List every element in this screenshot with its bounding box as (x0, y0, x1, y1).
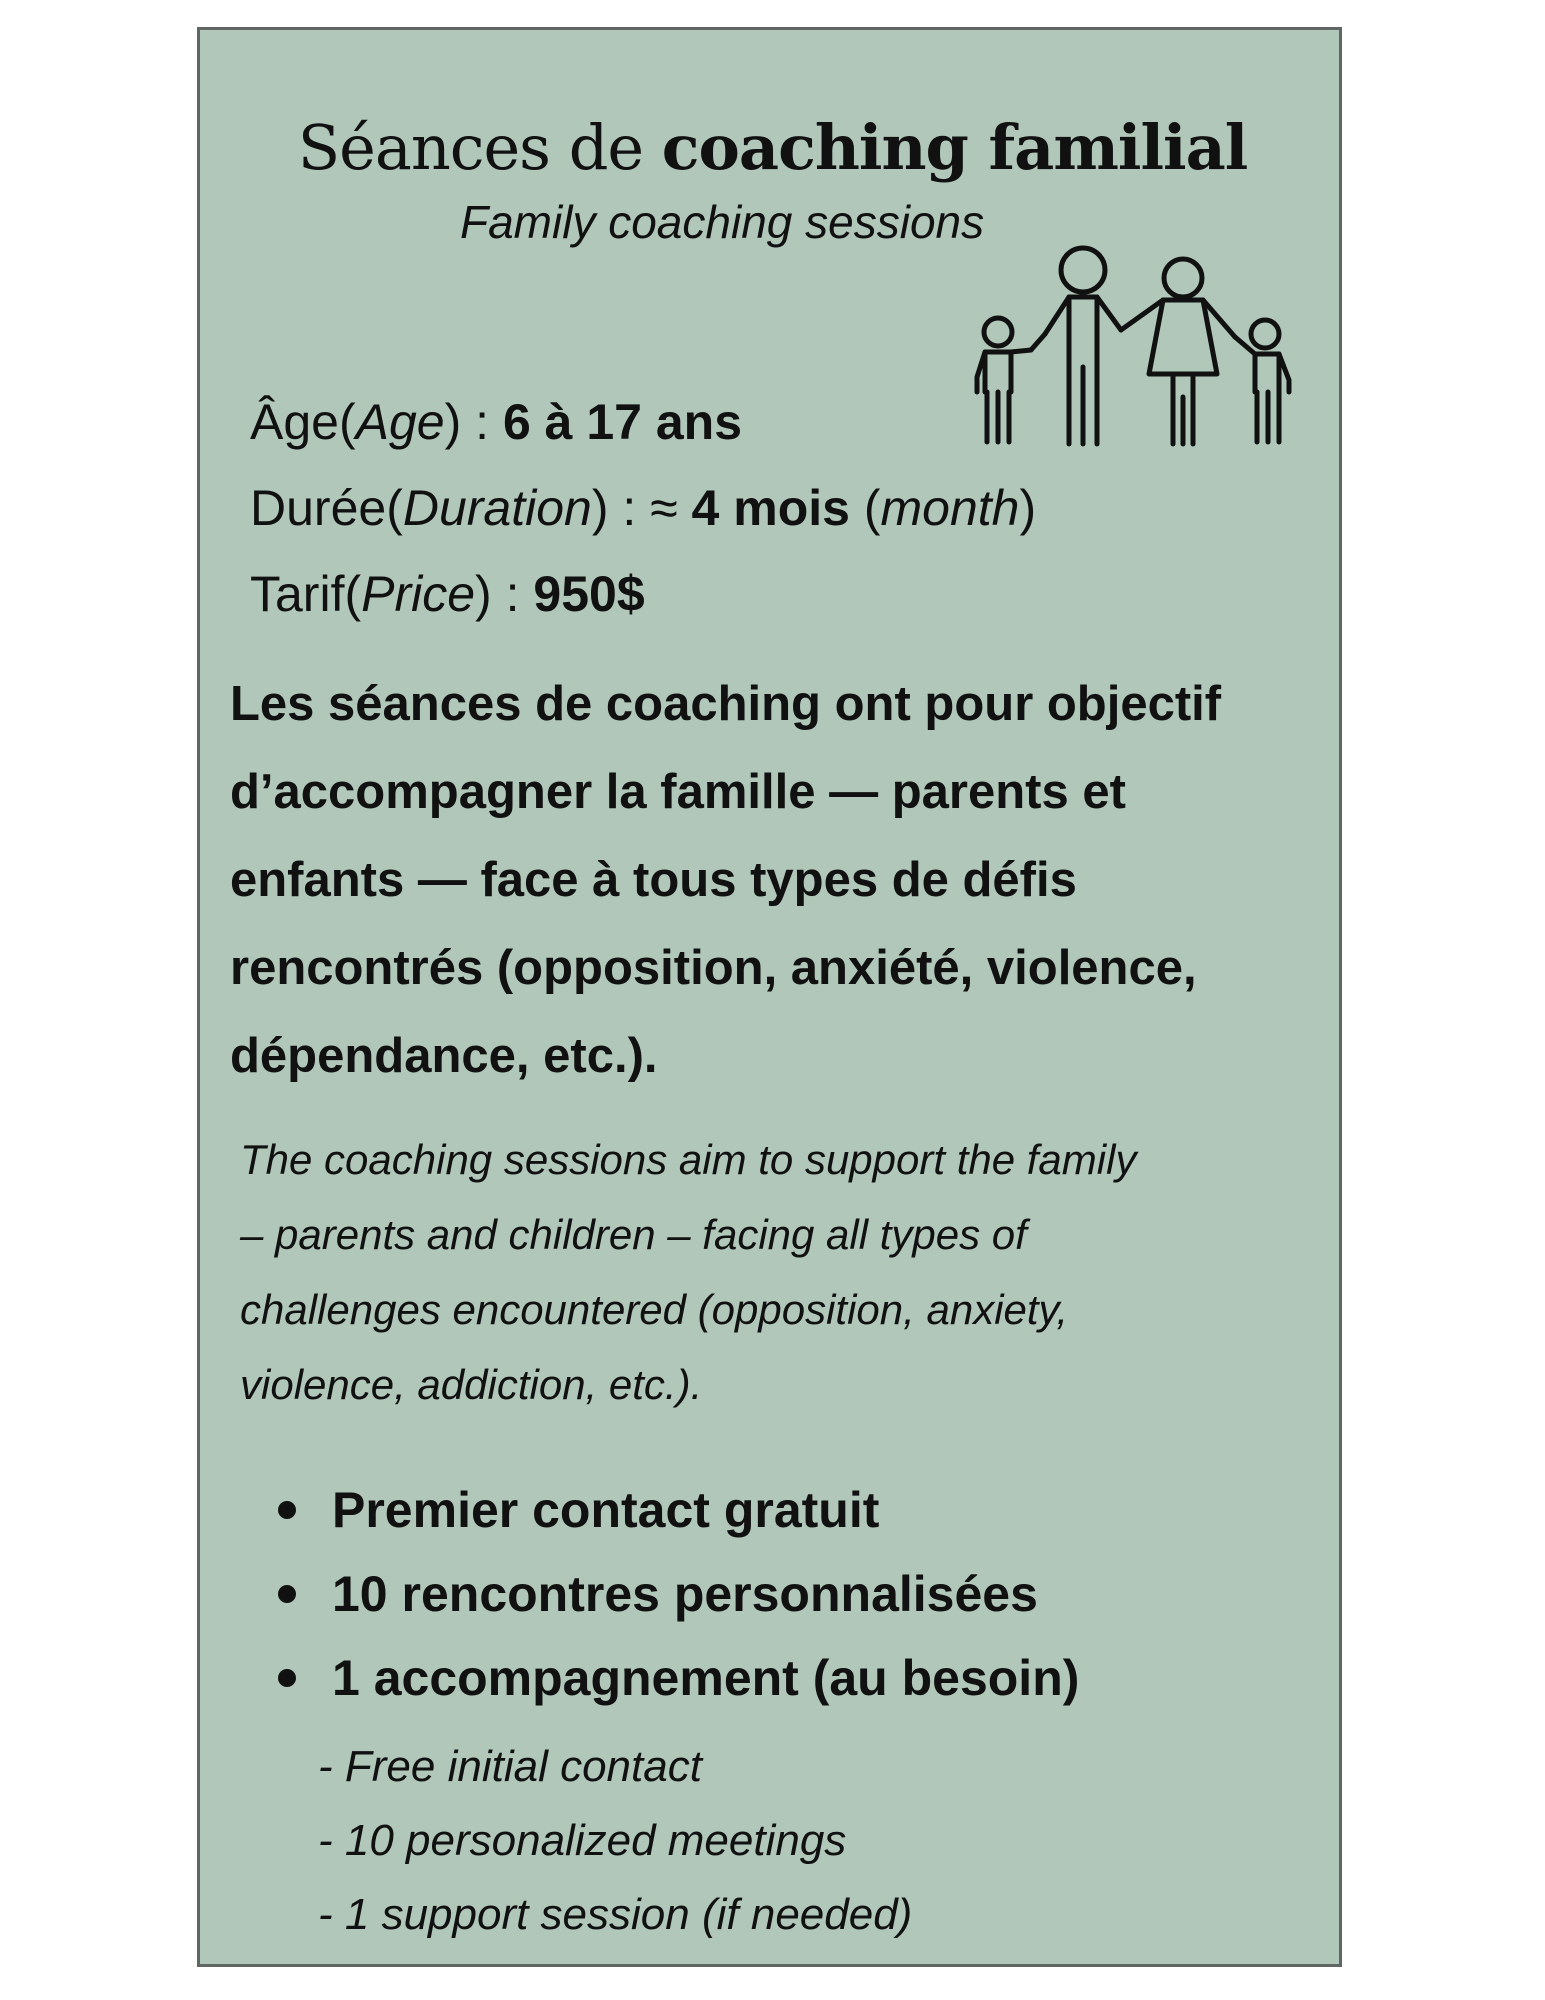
description-en-line: challenges encountered (opposition, anxiety, (240, 1286, 1069, 1333)
description-fr-line: enfants — face à tous types de défis (230, 853, 1077, 907)
feature-text: 10 rencontres personnalisées (332, 1566, 1038, 1622)
description-fr-line: d’accompagner la famille — parents et (230, 765, 1126, 819)
approx-icon: ≈ (650, 480, 678, 536)
duration-label: Durée (250, 480, 387, 536)
description-fr-line: dépendance, etc.). (230, 1029, 658, 1083)
page-title (200, 108, 1345, 188)
duration-value: 4 mois (691, 480, 850, 536)
duration-separator: : (608, 480, 651, 536)
price-value: 950$ (533, 566, 645, 622)
service-card (197, 27, 1342, 1967)
list-item (270, 1552, 1079, 1636)
title-regular: Séances de (297, 111, 644, 184)
bullet-icon (278, 1669, 296, 1687)
age-separator: : (461, 394, 503, 450)
features-list-en (318, 1730, 912, 1952)
subtitle: Family coaching sessions (460, 196, 985, 248)
bullet-icon (278, 1501, 296, 1519)
list-item (270, 1468, 1079, 1552)
list-item (270, 1636, 1079, 1720)
description-fr (230, 660, 1330, 1100)
family-icon (973, 242, 1303, 462)
list-item: - Free initial contact (318, 1742, 702, 1791)
description-en-line: – parents and children – facing all types of (240, 1211, 1027, 1258)
bullet-icon (278, 1585, 296, 1603)
price-separator: : (491, 566, 534, 622)
age-row: Âge(Age) : 6 à 17 ans (250, 394, 742, 450)
age-label-en: Age (355, 394, 445, 450)
description-en-line: The coaching sessions aim to support the family (240, 1136, 1137, 1183)
duration-unit-en: month (880, 480, 1020, 536)
description-fr-line: rencontrés (opposition, anxiété, violence, (230, 941, 1197, 995)
price-label: Tarif (250, 566, 345, 622)
age-label: Âge (250, 394, 339, 450)
duration-row: Durée(Duration) : ≈ 4 mois (month) (250, 480, 1037, 536)
features-list-fr (270, 1468, 1079, 1720)
feature-text: 1 accompagnement (au besoin) (332, 1650, 1080, 1706)
description-en-line: violence, addiction, etc.). (240, 1361, 703, 1408)
list-item: - 10 personalized meetings (318, 1816, 847, 1865)
feature-text: Premier contact gratuit (332, 1482, 880, 1538)
price-label-en: Price (361, 566, 476, 622)
duration-label-en: Duration (402, 480, 592, 536)
list-item: - 1 support session (if needed) (318, 1890, 913, 1939)
title-bold: coaching familial (661, 111, 1248, 184)
description-fr-line: Les séances de coaching ont pour objectif (230, 677, 1222, 731)
price-row: Tarif(Price) : 950$ (250, 566, 645, 622)
description-en (240, 1122, 1320, 1422)
age-value: 6 à 17 ans (502, 394, 742, 450)
